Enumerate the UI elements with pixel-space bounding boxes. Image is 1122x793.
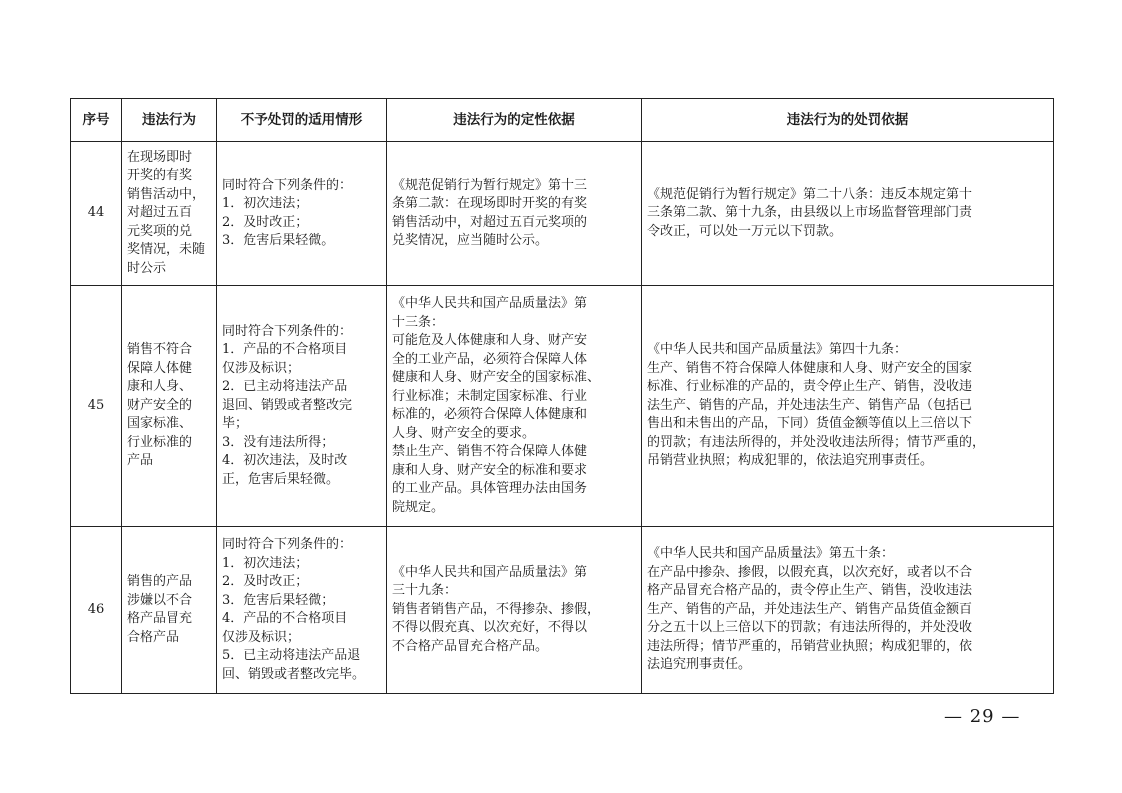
text-line: 3．危害后果轻微； bbox=[222, 592, 335, 608]
text-line: 同时符合下列条件的： bbox=[222, 537, 353, 552]
text-line: 兑奖情况，应当随时公示。 bbox=[392, 233, 549, 248]
text-line: 禁止生产、销售不符合保障人体健 bbox=[392, 444, 588, 459]
text-line: 同时符合下列条件的： bbox=[222, 177, 353, 193]
text-line: 保障人体健 bbox=[127, 360, 193, 376]
text-line: 康和人身、 bbox=[127, 379, 193, 395]
table-row bbox=[71, 142, 1054, 286]
text-line: 3．危害后果轻微。 bbox=[222, 233, 335, 248]
text-line: 三条第二款、第十九条，由县级以上市场监督管理部门责 bbox=[647, 205, 973, 221]
conditions-cell bbox=[217, 286, 387, 527]
text-line: 2．及时改正； bbox=[222, 214, 309, 230]
text-line: 格产品冒充 bbox=[127, 611, 193, 626]
text-line: 法生产、销售的产品，并处违法生产、销售产品（包括已 bbox=[647, 397, 973, 413]
text-line: 售出和未售出的产品，下同）货值金额等值以上三倍以下 bbox=[647, 416, 973, 432]
text-line: 奖情况，未随 bbox=[127, 242, 206, 258]
violation-cell bbox=[122, 142, 217, 286]
text-line: 康和人身、财产安全的标准和要求 bbox=[392, 462, 588, 478]
conditions-cell bbox=[217, 527, 387, 694]
text-line: 院规定。 bbox=[392, 499, 445, 515]
text-line: 元奖项的兑 bbox=[127, 223, 193, 239]
text-line: 标准、行业标准的产品的，责令停止生产、销售，没收违 bbox=[647, 379, 973, 395]
row-number: 45 bbox=[71, 286, 122, 527]
text-line: 生产、销售不符合保障人体健康和人身、财产安全的国家 bbox=[647, 360, 973, 376]
text-line: 的工业产品。具体管理办法由国务 bbox=[392, 481, 588, 496]
text-line: 可能危及人体健康和人身、财产安 bbox=[392, 333, 588, 348]
basis-cell bbox=[387, 286, 642, 527]
text-line: 在产品中掺杂、掺假，以假充真，以次充好，或者以不合 bbox=[647, 564, 973, 580]
penalty-cell bbox=[642, 527, 1054, 694]
text-line: 回、销毁或者整改完毕。 bbox=[222, 666, 366, 682]
text-line: 1．产品的不合格项目 bbox=[222, 342, 348, 358]
table-row bbox=[71, 527, 1054, 694]
text-line: 不合格产品冒充合格产品。 bbox=[392, 638, 549, 654]
text-line: 销售活动中， bbox=[127, 186, 206, 202]
header-violation: 违法行为 bbox=[122, 99, 217, 142]
text-line: 令改正，可以处一万元以下罚款。 bbox=[647, 223, 843, 239]
page-number: — 29 — bbox=[944, 706, 1021, 727]
text-line: 健康和人身、财产安全的国家标准、 bbox=[392, 370, 601, 385]
text-line: 法追究刑事责任。 bbox=[647, 657, 752, 673]
text-line: 十三条： bbox=[392, 314, 445, 330]
text-line: 不得以假充真、以次充好，不得以 bbox=[392, 620, 588, 636]
text-line: 《中华人民共和国产品质量法》第四十九条： bbox=[647, 342, 908, 358]
text-line: 对超过五百 bbox=[127, 205, 193, 221]
text-line: 开奖的有奖 bbox=[127, 168, 193, 184]
text-line: 销售不符合 bbox=[127, 342, 193, 358]
text-line: 2．及时改正； bbox=[222, 574, 309, 589]
text-line: 的罚款；有违法所得的，并处没收违法所得；情节严重的， bbox=[647, 434, 986, 450]
text-line: 退回、销毁或者整改完 bbox=[222, 397, 353, 413]
text-line: 销售者销售产品，不得掺杂、掺假， bbox=[392, 601, 601, 617]
header-conditions: 不予处罚的适用情形 bbox=[217, 99, 387, 142]
text-line: 5．已主动将违法产品退 bbox=[222, 648, 361, 663]
text-line: 财产安全的 bbox=[127, 397, 193, 413]
table-header-row bbox=[71, 99, 1054, 142]
table-row bbox=[71, 286, 1054, 527]
text-line: 违法所得；情节严重的，吊销营业执照；构成犯罪的，依 bbox=[647, 638, 973, 654]
text-line: 涉嫌以不合 bbox=[127, 592, 193, 608]
penalty-cell bbox=[642, 286, 1054, 527]
text-line: 吊销营业执照；构成犯罪的，依法追究刑事责任。 bbox=[647, 453, 934, 469]
text-line: 《中华人民共和国产品质量法》第 bbox=[392, 296, 588, 311]
text-line: 三十九条： bbox=[392, 583, 458, 599]
header-number: 序号 bbox=[71, 99, 122, 142]
text-line: 产品 bbox=[127, 453, 154, 469]
text-line: 分之五十以上三倍以下的罚款；有违法所得的，并处没收 bbox=[647, 620, 973, 636]
text-line: 4．产品的不合格项目 bbox=[222, 611, 348, 626]
text-line: 销售的产品 bbox=[127, 574, 193, 589]
text-line: 销售活动中，对超过五百元奖项的 bbox=[392, 214, 588, 230]
header-basis: 违法行为的定性依据 bbox=[387, 99, 642, 142]
text-line: 仅涉及标识； bbox=[222, 629, 301, 645]
text-line: 3．没有违法所得； bbox=[222, 434, 335, 450]
text-line: 《规范促销行为暂行规定》第十三 bbox=[392, 177, 588, 193]
text-line: 行业标准；未制定国家标准、行业 bbox=[392, 388, 588, 404]
row-number: 46 bbox=[71, 527, 122, 694]
text-line: 人身、财产安全的要求。 bbox=[392, 425, 536, 441]
penalty-cell bbox=[642, 142, 1054, 286]
conditions-cell bbox=[217, 142, 387, 286]
text-line: 条第二款：在现场即时开奖的有奖 bbox=[392, 196, 588, 211]
text-line: 行业标准的 bbox=[127, 434, 193, 450]
text-line: 《中华人民共和国产品质量法》第 bbox=[392, 564, 588, 580]
text-line: 《规范促销行为暂行规定》第二十八条：违反本规定第十 bbox=[647, 186, 973, 202]
text-line: 标准的，必须符合保障人体健康和 bbox=[392, 407, 588, 422]
row-number: 44 bbox=[71, 142, 122, 286]
text-line: 毕； bbox=[222, 416, 249, 432]
basis-cell bbox=[387, 142, 642, 286]
text-line: 同时符合下列条件的： bbox=[222, 323, 353, 339]
violation-cell bbox=[122, 527, 217, 694]
text-line: 生产、销售的产品，并处违法生产、销售产品货值金额百 bbox=[647, 601, 973, 617]
text-line: 《中华人民共和国产品质量法》第五十条： bbox=[647, 546, 895, 562]
text-line: 全的工业产品，必须符合保障人体 bbox=[392, 351, 588, 367]
text-line: 1．初次违法； bbox=[222, 196, 309, 211]
text-line: 格产品冒充合格产品的，责令停止生产、销售，没收违法 bbox=[647, 583, 973, 599]
basis-cell bbox=[387, 527, 642, 694]
text-line: 在现场即时 bbox=[127, 149, 193, 165]
text-line: 时公示 bbox=[127, 260, 167, 276]
text-line: 正，危害后果轻微。 bbox=[222, 471, 340, 487]
header-penalty: 违法行为的处罚依据 bbox=[642, 99, 1054, 142]
text-line: 4．初次违法，及时改 bbox=[222, 453, 348, 469]
text-line: 合格产品 bbox=[127, 629, 180, 645]
text-line: 仅涉及标识； bbox=[222, 360, 301, 376]
text-line: 2．已主动将违法产品 bbox=[222, 379, 348, 395]
text-line: 国家标准、 bbox=[127, 416, 193, 432]
regulation-table bbox=[70, 98, 1054, 694]
text-line: 1．初次违法； bbox=[222, 555, 309, 571]
violation-cell bbox=[122, 286, 217, 527]
